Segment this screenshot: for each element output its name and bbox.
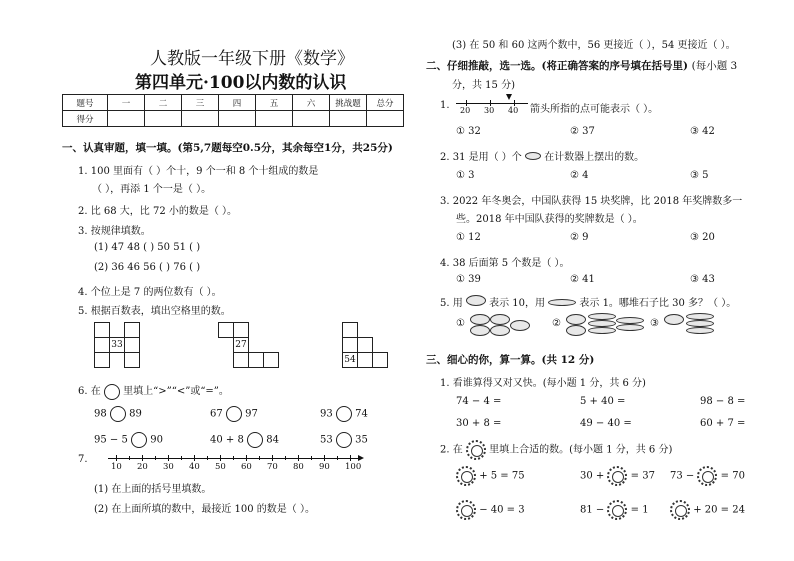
compare-circle[interactable] (336, 432, 352, 448)
big-stone-icon (566, 325, 586, 336)
fill-post: = 1 (630, 504, 649, 516)
big-stone-icon (664, 314, 684, 325)
fill-pre: 30 + (580, 470, 605, 482)
minor-tick (233, 456, 234, 460)
score-input-cell[interactable] (293, 111, 330, 127)
grid-cell-given: 54 (342, 352, 358, 368)
compare-circle[interactable] (110, 406, 126, 422)
compare-left: 93 (320, 408, 333, 420)
grid-cell-given: 27 (233, 337, 249, 353)
compare-right: 35 (355, 434, 368, 446)
grid-cell[interactable] (124, 337, 140, 353)
option-label: ③ (650, 318, 659, 329)
fill-post: = 70 (720, 470, 745, 482)
score-input-cell[interactable] (256, 111, 293, 127)
tick-label: 40 (189, 462, 200, 472)
minor-tick (207, 456, 208, 460)
circle-icon (104, 384, 120, 400)
tick (246, 455, 247, 461)
compare-right: 89 (129, 408, 142, 420)
tick (272, 455, 273, 461)
option[interactable]: ① 39 (456, 274, 481, 285)
tick-label: 90 (319, 462, 330, 472)
tick (116, 455, 117, 461)
option[interactable]: ① 3 (456, 170, 475, 181)
minor-tick (311, 456, 312, 460)
tick (194, 455, 195, 461)
flat-stone-icon (548, 299, 576, 306)
question-2: 2. 比 68 大，比 72 小的数是（ ）。 (78, 206, 238, 217)
grid-cell-given: 33 (109, 337, 125, 353)
option[interactable]: ③ 5 (690, 170, 709, 181)
score-cell: 总分 (367, 95, 404, 111)
question-6 (78, 382, 229, 400)
choice-3a: 3. 2022 年冬奥会，中国队获得 15 块奖牌，比 2018 年奖牌数多一 (440, 196, 743, 207)
question-4: 4. 个位上是 7 的两位数有（ ）。 (78, 287, 222, 298)
stones-option-3[interactable] (650, 312, 730, 336)
grid-cell[interactable] (342, 322, 358, 338)
compare-circle[interactable] (226, 406, 242, 422)
tick-label: 20 (460, 106, 471, 115)
option[interactable]: ② 4 (570, 170, 589, 181)
fill-post: + 20 = 24 (693, 504, 745, 516)
option[interactable]: ① 32 (456, 126, 481, 137)
choice-4: 4. 38 后面第 5 个数是（ ）。 (440, 258, 570, 269)
score-input-cell[interactable] (182, 111, 219, 127)
flat-stone-icon (686, 313, 714, 320)
choice-1-number-line (456, 96, 528, 118)
choice-2 (440, 148, 644, 163)
option[interactable]: ③ 42 (690, 126, 715, 137)
big-stone-icon (466, 295, 486, 306)
choice-5-text-c: 表示 1。哪堆石子比 30 多？（ ）。 (579, 298, 737, 309)
score-input-cell[interactable] (145, 111, 182, 127)
flat-stone-icon (616, 317, 644, 324)
big-stone-icon (566, 314, 586, 325)
down-arrow-icon (506, 94, 512, 100)
big-stone-icon (470, 325, 490, 336)
choice-2-text: 2. 31 是用（ ）个 (440, 152, 522, 163)
fill-item (670, 466, 745, 486)
flower-answer-box[interactable] (607, 500, 627, 520)
grid-cell[interactable] (233, 322, 249, 338)
section-2-score: (每小题 3 (691, 60, 738, 72)
arrow-icon (358, 455, 364, 461)
score-cell: 三 (182, 95, 219, 111)
choice-5-text-a: 5. 用 (440, 298, 463, 309)
flower-answer-box[interactable] (607, 466, 627, 486)
compare-circle[interactable] (247, 432, 263, 448)
option[interactable]: ② 41 (570, 274, 595, 285)
compare-right: 90 (150, 434, 163, 446)
score-cell: 六 (293, 95, 330, 111)
score-cell: 四 (219, 95, 256, 111)
section-1-heading (62, 140, 393, 155)
compare-left: 67 (210, 408, 223, 420)
question-3a: (1) 47 48 ( ) 50 51 ( ) (94, 242, 201, 253)
choice-5 (440, 294, 736, 309)
hundred-grid-1 (94, 322, 154, 382)
calc-item[interactable]: 60 + 7 = (700, 418, 746, 429)
compare-left: 95 − 5 (94, 434, 128, 446)
compare-item (210, 406, 258, 422)
compare-left: 40 + 8 (210, 434, 244, 446)
big-stone-icon (490, 314, 510, 325)
section-2-heading (426, 58, 737, 73)
grid-cell[interactable] (218, 322, 234, 338)
tick-label: 80 (293, 462, 304, 472)
fill-item (580, 500, 649, 520)
tick (220, 455, 221, 461)
flower-answer-box[interactable] (456, 500, 476, 520)
fill-pre: 73 − (670, 470, 695, 482)
score-cell: 二 (145, 95, 182, 111)
grid-cell[interactable] (233, 352, 249, 368)
score-table-score-row (63, 111, 404, 127)
section-1-text: 一、认真审题，填一填。(第5,7题每空0.5分，其余每空1分，共25分) (62, 142, 393, 154)
choice-2-text-b: 在计数器上摆出的数。 (544, 152, 645, 163)
minor-tick (155, 456, 156, 460)
tick (142, 455, 143, 461)
fill-pre: 81 − (580, 504, 605, 516)
hundred-grid-3 (342, 322, 392, 382)
compare-item (320, 406, 368, 422)
big-stone-icon (510, 320, 530, 331)
calc-2-text-a: 2. 在 (440, 444, 463, 456)
choice-3b: 些。2018 年中国队获得的奖牌数是（ ）。 (456, 214, 643, 225)
grid-cell[interactable] (94, 352, 110, 368)
score-input-cell[interactable] (330, 111, 367, 127)
flat-stone-icon (588, 313, 616, 320)
bead-icon (525, 152, 541, 160)
tick-label: 40 (508, 106, 519, 115)
tick-label: 20 (137, 462, 148, 472)
grid-cell[interactable] (124, 352, 140, 368)
score-input-cell[interactable] (367, 111, 404, 127)
question-5: 5. 根据百数表，填出空格里的数。 (78, 306, 231, 317)
section-2-text: 二、仔细推敲，选一选。(将正确答案的序号填在括号里) (426, 60, 688, 72)
score-input-cell[interactable] (219, 111, 256, 127)
grid-cell[interactable] (94, 337, 110, 353)
tick-label: 30 (484, 106, 495, 115)
choice-1: 1. (440, 100, 450, 111)
compare-right: 97 (245, 408, 258, 420)
question-7a: (1) 在上面的括号里填数。 (94, 484, 212, 495)
tick-label: 10 (111, 462, 122, 472)
stones-option-1[interactable] (456, 312, 536, 336)
minor-tick (259, 456, 260, 460)
tick-label: 100 (345, 462, 362, 472)
score-cell: 题号 (63, 95, 108, 111)
grid-cell[interactable] (94, 322, 110, 338)
tick (298, 455, 299, 461)
calc-2-text-b: 里填上合适的数。(每小题 1 分，共 6 分) (489, 444, 673, 456)
compare-item (94, 406, 142, 422)
compare-left: 98 (94, 408, 107, 420)
score-cell: 得分 (63, 111, 108, 127)
score-table-header-row (63, 95, 404, 111)
tick (324, 455, 325, 461)
compare-item (94, 432, 163, 448)
big-stone-icon (490, 325, 510, 336)
flat-stone-icon (616, 324, 644, 331)
tick (168, 455, 169, 461)
minor-tick (181, 456, 182, 460)
choice-1-text: 箭头所指的点可能表示（ ）。 (530, 104, 659, 115)
flower-answer-box[interactable] (670, 500, 690, 520)
option-label: ① (456, 318, 465, 329)
grid-cell[interactable] (124, 322, 140, 338)
calc-item[interactable]: 5 + 40 = (580, 396, 626, 407)
calc-item[interactable]: 98 − 8 = (700, 396, 746, 407)
fill-post: = 37 (630, 470, 655, 482)
minor-tick (129, 456, 130, 460)
question-3: 3. 按规律填数。 (78, 226, 151, 237)
tick-label: 30 (163, 462, 174, 472)
question-7b: (2) 在上面所填的数中，最接近 100 的数是（ ）。 (94, 504, 315, 515)
choice-5-text-b: 表示 10，用 (489, 298, 546, 309)
fill-item (456, 500, 525, 520)
fill-post: − 40 = 3 (479, 504, 525, 516)
calc-item[interactable]: 49 − 40 = (580, 418, 632, 429)
page-title: 人教版一年级下册《数学》 (150, 49, 354, 69)
flat-stone-icon (588, 327, 616, 334)
compare-right: 74 (355, 408, 368, 420)
fill-item (670, 500, 745, 520)
compare-left: 53 (320, 434, 333, 446)
question-7: 7. (78, 454, 88, 465)
question-1b: （ ），再添 1 个一是（ ）。 (92, 184, 212, 195)
question-7c: (3) 在 50 和 60 这两个数中，56 更接近（ ），54 更接近（ ）。 (452, 40, 736, 51)
score-table (62, 94, 404, 127)
number-line (108, 452, 368, 476)
flat-stone-icon (686, 320, 714, 327)
question-6-text: 里填上“>”“<”或“=”。 (123, 386, 229, 397)
flat-stone-icon (686, 327, 714, 334)
option[interactable]: ③ 43 (690, 274, 715, 285)
grid-cell[interactable] (248, 352, 264, 368)
section-2-score-cont: 分，共 15 分) (452, 80, 515, 91)
grid-cell[interactable] (372, 352, 388, 368)
option[interactable]: ③ 20 (690, 232, 715, 243)
question-6-label: 6. 在 (78, 386, 101, 397)
minor-tick (337, 456, 338, 460)
compare-item (210, 432, 279, 448)
score-cell: 一 (108, 95, 145, 111)
compare-circle[interactable] (336, 406, 352, 422)
question-1a: 1. 100 里面有（ ）个十，9 个一和 8 个十组成的数是 (78, 166, 319, 177)
score-input-cell[interactable] (108, 111, 145, 127)
section-3-heading: 三、细心的你，算一算。(共 12 分) (426, 354, 595, 366)
flower-circle-icon (466, 440, 486, 460)
calc-2-heading (440, 440, 672, 460)
tick-label: 60 (241, 462, 252, 472)
calc-item[interactable]: 74 − 4 = (456, 396, 502, 407)
tick (350, 455, 351, 461)
stones-option-2[interactable] (552, 312, 642, 336)
grid-cell[interactable] (342, 337, 358, 353)
flower-answer-box[interactable] (697, 466, 717, 486)
minor-tick (285, 456, 286, 460)
option[interactable]: ② 9 (570, 232, 589, 243)
score-cell: 挑战题 (330, 95, 367, 111)
score-cell: 五 (256, 95, 293, 111)
hundred-grid-2 (218, 322, 288, 382)
grid-cell[interactable] (357, 337, 373, 353)
fill-item (580, 466, 655, 486)
grid-cell[interactable] (263, 352, 279, 368)
big-stone-icon (470, 314, 490, 325)
tick-label: 50 (215, 462, 226, 472)
calc-1-heading: 1. 看谁算得又对又快。(每小题 1 分，共 6 分) (440, 378, 646, 389)
flat-stone-icon (588, 320, 616, 327)
grid-cell[interactable] (357, 352, 373, 368)
page-subtitle: 第四单元·100以内数的认识 (135, 73, 347, 93)
compare-right: 84 (266, 434, 279, 446)
calc-item[interactable]: 30 + 8 = (456, 418, 502, 429)
compare-circle[interactable] (131, 432, 147, 448)
flower-answer-box[interactable] (456, 466, 476, 486)
option[interactable]: ① 12 (456, 232, 481, 243)
fill-post: + 5 = 75 (479, 470, 525, 482)
option[interactable]: ② 37 (570, 126, 595, 137)
option-label: ② (552, 318, 561, 329)
fill-item (456, 466, 525, 486)
tick-label: 70 (267, 462, 278, 472)
compare-item (320, 432, 368, 448)
question-3b: (2) 36 46 56 ( ) 76 ( ) (94, 262, 201, 273)
